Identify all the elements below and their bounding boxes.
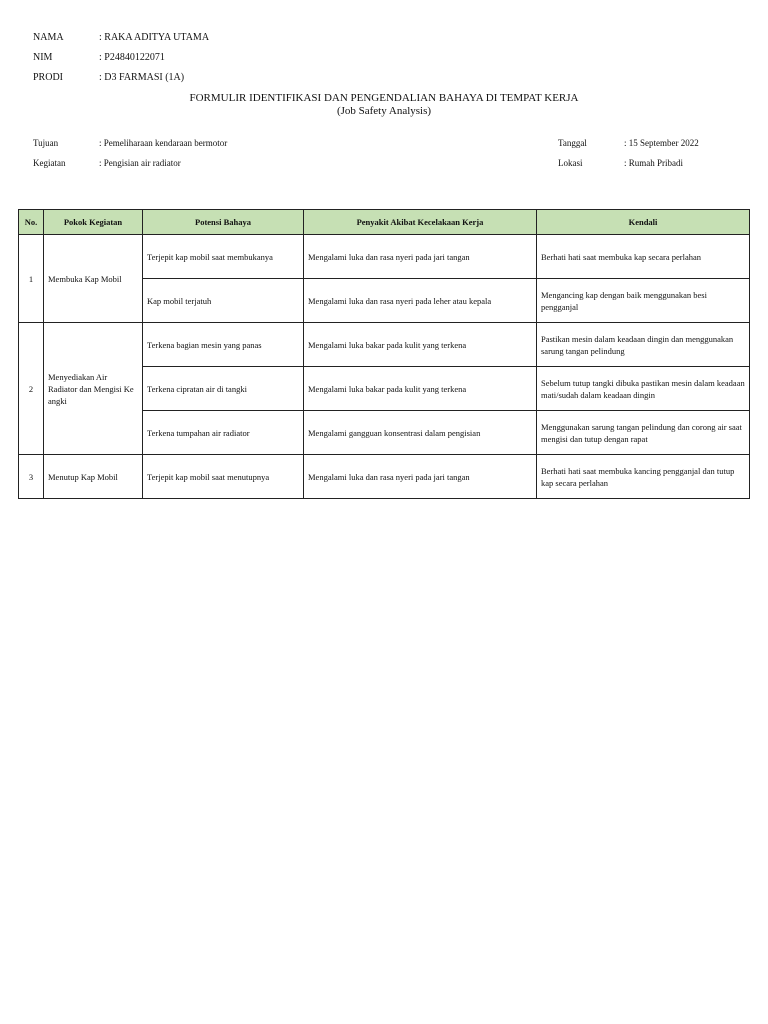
meta-row-lokasi <box>558 158 699 178</box>
header-no: No. <box>19 210 44 235</box>
table-header-row <box>19 210 750 235</box>
control-cell: Sebelum tutup tangki dibuka pastikan mesin dalam keadaan mati/sudah dalam keadaan dingin <box>537 367 750 411</box>
hazard-cell: Kap mobil terjatuh <box>143 279 304 323</box>
header-activity: Pokok Kegiatan <box>44 210 143 235</box>
effect-cell: Mengalami luka dan rasa nyeri pada jari tangan <box>304 455 537 499</box>
identity-row-prodi <box>33 72 209 92</box>
control-cell: Mengancing kap dengan baik menggunakan besi pengganjal <box>537 279 750 323</box>
form-subtitle: (Job Safety Analysis) <box>336 105 432 117</box>
header-effect: Penyakit Akibat Kecelakaan Kerja <box>304 210 537 235</box>
form-title: FORMULIR IDENTIFIKASI DAN PENGENDALIAN BAHAYA DI TEMPAT KERJA <box>189 92 579 104</box>
name-label: NAMA <box>33 32 64 43</box>
activity-cell: Menutup Kap Mobil <box>44 455 143 499</box>
identity-row-name <box>33 32 209 52</box>
kegiatan-value: : Pengisian air radiator <box>99 158 181 168</box>
row-number: 3 <box>19 455 44 499</box>
effect-cell: Mengalami luka bakar pada kulit yang terkena <box>304 367 537 411</box>
tujuan-value: : Pemeliharaan kendaraan bermotor <box>99 138 228 148</box>
control-cell: Berhati hati saat membuka kancing pengganjal dan tutup kap secara perlahan <box>537 455 750 499</box>
tanggal-value: : 15 September 2022 <box>624 138 699 148</box>
identity-block <box>33 32 209 92</box>
tujuan-label: Tujuan <box>33 138 59 148</box>
lokasi-value: : Rumah Pribadi <box>624 158 683 168</box>
lokasi-label: Lokasi <box>558 158 583 168</box>
tanggal-label: Tanggal <box>558 138 587 148</box>
nim-label: NIM <box>33 52 53 63</box>
hazard-cell: Terjepit kap mobil saat membukanya <box>143 235 304 279</box>
form-heading <box>0 92 768 118</box>
meta-row-tanggal <box>558 138 699 158</box>
nim-value: : P24840122071 <box>99 52 165 63</box>
hazard-cell: Terkena tumpahan air radiator <box>143 411 304 455</box>
header-hazard: Potensi Bahaya <box>143 210 304 235</box>
meta-left-block <box>33 138 227 178</box>
control-cell: Menggunakan sarung tangan pelindung dan corong air saat mengisi dan tutup dengan rapat <box>537 411 750 455</box>
hazard-cell: Terkena cipratan air di tangki <box>143 367 304 411</box>
hazard-cell: Terjepit kap mobil saat menutupnya <box>143 455 304 499</box>
name-value: : RAKA ADITYA UTAMA <box>99 32 210 43</box>
jsa-table <box>18 209 750 499</box>
header-control: Kendali <box>537 210 750 235</box>
effect-cell: Mengalami luka dan rasa nyeri pada leher atau kepala <box>304 279 537 323</box>
identity-row-nim <box>33 52 209 72</box>
table-row <box>19 323 750 367</box>
kegiatan-label: Kegiatan <box>33 158 66 168</box>
effect-cell: Mengalami luka dan rasa nyeri pada jari tangan <box>304 235 537 279</box>
activity-cell: Menyediakan Air Radiator dan Mengisi Ke angki <box>44 323 143 455</box>
table-row <box>19 235 750 279</box>
control-cell: Berhati hati saat membuka kap secara perlahan <box>537 235 750 279</box>
control-cell: Pastikan mesin dalam keadaan dingin dan menggunakan sarung tangan pelindung <box>537 323 750 367</box>
hazard-cell: Terkena bagian mesin yang panas <box>143 323 304 367</box>
meta-row-kegiatan <box>33 158 227 178</box>
effect-cell: Mengalami luka bakar pada kulit yang terkena <box>304 323 537 367</box>
meta-row-tujuan <box>33 138 227 158</box>
row-number: 1 <box>19 235 44 323</box>
prodi-label: PRODI <box>33 72 64 83</box>
meta-right-block <box>558 138 699 178</box>
table-row <box>19 455 750 499</box>
row-number: 2 <box>19 323 44 455</box>
prodi-value: : D3 FARMASI (1A) <box>99 72 185 83</box>
effect-cell: Mengalami gangguan konsentrasi dalam pengisian <box>304 411 537 455</box>
activity-cell: Membuka Kap Mobil <box>44 235 143 323</box>
